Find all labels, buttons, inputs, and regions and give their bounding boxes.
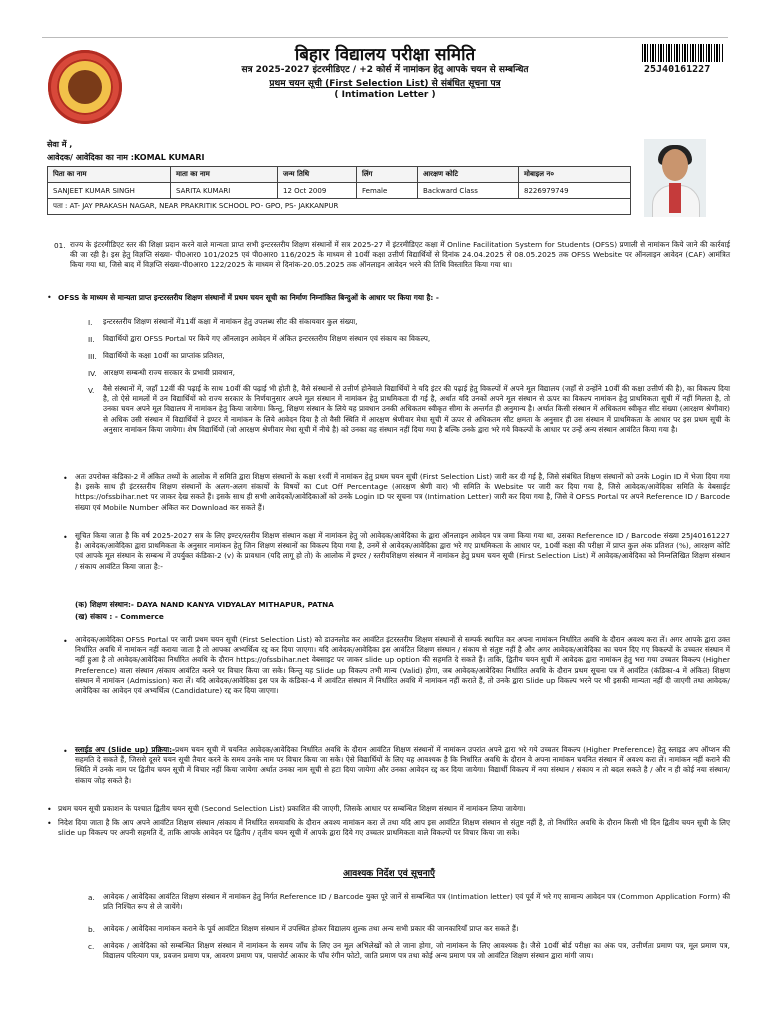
board-title: बिहार विद्यालय परीक्षा समिति — [294, 45, 476, 65]
applicant-info-table — [47, 166, 631, 215]
applicant-photo — [644, 139, 706, 217]
table-row — [48, 199, 631, 215]
table-header: जन्म तिथि — [278, 167, 357, 183]
barcode-icon — [642, 44, 724, 62]
roman-item: विद्यार्थियों द्वारा OFSS Portal पर किये गए ऑनलाइन आवेदन में अंकित इन्टरस्तरीय शिक्षण संस्थान एवं संकाय का विकल्प, — [103, 334, 431, 343]
para-05 — [75, 745, 730, 786]
faculty-name: - Commerce — [114, 612, 164, 621]
para-06: प्रथम चयन सूची प्रकाशन के पश्चात द्वितीय चयन सूची (Second Selection List) प्रकाशित की जाएगी, जिसके आधार पर सम्बन्धित शिक्षण संस्थान में नामांकन लिया जायेगा। — [58, 804, 526, 813]
slide-up-label: स्लाईड अप (Slide up) प्रक्रिया:- — [75, 745, 176, 754]
roman-number: II. — [88, 335, 95, 344]
table-row — [48, 183, 631, 199]
roman-number: III. — [88, 352, 97, 361]
para-03: सूचित किया जाता है कि वर्ष 2025-2027 सत्र के लिए इण्टर/स्तरीय शिक्षण संस्थान कक्षा में नामांकन हेतु जो आवेदक/आवेदिका के द्वारा ऑनलाइन आवेदन पत्र जमा किया गया था, उसका Reference ID / Barcode संख्या 25J40161227 है। आवेदक/आवेदिका द्वारा प्राथमिकता के अनुसार नामांकन हेतु जिन शिक्षण संस्थानों का विकल्प दिया गया है, उनमें से आवेदक/आवेदिका द्वारा भरे गए प्राथमिकता के आधार पर, 10वीं कक्षा की परीक्षा में प्राप्त कुल अंक प्रतिशत (%), आरक्षण कोटि एवं आपके मूल संस्थान के सम्बन्ध में उपर्युक्त कंडिका-2 (v) के प्रावधान (यदि लागू हो तो) के आलोक में इण्टर / स्तरीयशिक्षण संस्थान में नामांकन हेतु प्रथम चयन सूची (First Selection List) में आवेदक/आवेदिका को निम्नलिखित शिक्षण संस्थान / संकाय आवंटित किया जाता है:- — [75, 531, 730, 571]
allotted-institute — [75, 600, 730, 610]
roman-number: IV. — [88, 369, 97, 378]
para-07: निदेश दिया जाता है कि आप अपने आवंटित शिक्षण संस्थान /संकाय में निर्धारित समयावधि के दौरान अवश्य नामांकन करा लें तथा यदि आप इस आवंटित शिक्षण संस्थान से संतुष्ट नहीं है, तो निर्धारित अवधि के दौरान किसी भी दिन द्वितीय चयन सूची के लिए slide up विकल्प पर अपनी सहमति दें, ताकि आपके आवेदन पर द्वितीय / तृतीय चयन सूची में आपके द्वारा दिये गए उच्चतर प्राथमिकता वाले विकल्पों पर विचार किया जा सके। — [58, 818, 730, 838]
bullet-icon: • — [47, 293, 52, 302]
institute-label: (क) शिक्षण संस्थान:- — [75, 600, 134, 609]
para-number: 01. — [54, 241, 66, 250]
bullet-icon: • — [63, 474, 68, 483]
header-line-2: प्रथम चयन सूची (First Selection List) से संबंधित सूचना पत्र — [269, 79, 501, 89]
roman-number: I. — [88, 318, 93, 327]
para-02: अतः उपरोक्त कंडिका-2 में अंकित तथ्यों के आलोक में समिति द्वारा शिक्षण संस्थानों के कक्षा ११वीं में नामांकन हेतु प्रथम चयन सूची (First Selection List) जारी कर दी गई है, जिसे संबंधित शिक्षण संस्थानों को उनके Login ID में भेजा दिया गया है। इसके साथ ही इंटरस्तरीय शिक्षण संस्थानों के अलग-अलग संकायों के विषयों का Cut Off Percentage (आरक्षण श्रेणी वार) भी समिति के Website पर जारी कर दिया गया है, जिसे आवेदक/आवेदिका समिति के वेबसाईट https://ofssbihar.net पर जाकर देख सकते हैं। इसके साथ ही सभी आवेदकों/आवेदिकाओं को उनके Login ID पर सूचना पत्र (Intimation Letter) जारी कर दिया गया है, जिसे वे OFSS Portal पर अपने Reference ID / Barcode संख्या एवं Mobile Number अंकित कर Download कर सकते हैं। — [75, 472, 730, 512]
table-header-row — [48, 167, 631, 183]
table-cell: SANJEET KUMAR SINGH — [48, 183, 171, 199]
roman-number: V. — [88, 386, 95, 395]
barcode-number: 25J40161227 — [644, 64, 711, 75]
para-01: राज्य के इंटरमीडिएट स्तर की शिक्षा प्रदान करने वाले मान्यता प्राप्त सभी इन्टरस्तरीय शिक्षण संस्थानों में सत्र 2025-27 में इंटरमीडिएट कक्षा में Online Facilitation System for Students (OFSS) प्रणाली से नामांकन किये जाने की कार्रवाई की जा रही है। इस हेतु विज्ञप्ति संख्या- पी0आर0 101/2025 एवं पी0आर0 116/2025 के माध्यम से 10वीं कक्षा उत्तीर्ण विद्यार्थियों से दिनांक 24.04.2025 से 08.05.2025 तक OFSS Website पर ऑनलाइन आवेदन (CAF) आमंत्रित किया गया था, जिसे बाद में विज्ञप्ति संख्या-पी0आर0 122/2025 के माध्यम से दिनांक-20.05.2025 तक ऑनलाइन आवेदन भरने की तिथि विस्तारित किया गया था। — [70, 240, 730, 270]
bullet-icon: • — [47, 819, 52, 828]
roman-item: विद्यार्थियों के कक्षा 10वीं का प्राप्तांक प्रतिशत, — [103, 351, 225, 360]
bullet-icon: • — [63, 747, 68, 756]
table-header: माता का नाम — [171, 167, 278, 183]
table-cell: SARITA KUMARI — [171, 183, 278, 199]
roman-item: इन्टरस्तरीय शिक्षण संस्थानों में11वीं कक्षा में नामांकन हेतु उपलब्ध सीट की संकायवार कुल संख्या, — [103, 317, 358, 326]
header-line-3: ( Intimation Letter ) — [334, 90, 436, 100]
alpha-item: आवेदक / आवेदिका आवंटित शिक्षण संस्थान में नामांकन हेतु निर्गत Reference ID / Barcode युक्त पूरे जानें से सम्बन्धित पत्र (Intimation letter) एवं पूर्व में भरे गए सामान्य आवेदन पत्र (Common Application Form) की प्रति निश्चित रूप से ले जायेंगे। — [103, 892, 730, 912]
bullet-icon: • — [63, 637, 68, 646]
roman-item: आरक्षण सम्बन्धी राज्य सरकार के प्रभावी प्रावधान, — [103, 368, 235, 377]
bullet-icon: • — [47, 805, 52, 814]
table-header: लिंग — [357, 167, 418, 183]
ofss-intro: OFSS के माध्यम से मान्यता प्राप्त इन्टरस्तरीय शिक्षण संस्थानों में प्रथम चयन सूची का निर्माण निम्नांकित बिन्दुओं के आधार पर किया गया है: - — [58, 293, 439, 302]
table-cell: Female — [357, 183, 418, 199]
allotted-faculty — [75, 612, 730, 622]
header-line-1: सत्र 2025-2027 इंटरमीडिएट / +2 कोर्स में नामांकन हेतु आपके चयन से सम्बन्धित — [241, 65, 529, 75]
top-rule — [42, 37, 728, 38]
address-cell: पता : AT- JAY PRAKASH NAGAR, NEAR PRAKRITIK SCHOOL PO- GPO, PS- JAKKANPUR — [48, 199, 631, 215]
table-header: मोबाइल न० — [519, 167, 631, 183]
alpha-number: b. — [88, 925, 95, 934]
faculty-label: (ख) संकाय : — [75, 612, 113, 621]
section-title: आवश्यक निर्देश एवं सूचनाएँ — [343, 869, 435, 879]
table-header: आरक्षण कोटि — [418, 167, 519, 183]
bseb-logo-icon — [48, 50, 122, 124]
alpha-number: c. — [88, 942, 95, 951]
salutation: सेवा में , — [47, 140, 73, 149]
roman-item: वैसे संस्थानों में, जहाँ 12वीं की पढ़ाई के साथ 10वीं की पढ़ाई भी होती है, वैसे संस्थानों से उत्तीर्ण होनेवाले विद्यार्थियों ने यदि इंटर की पढ़ाई हेतु विकल्पों में अपने मूल विद्यालय (जहाँ से उन्होंने 10वीं की कक्षा उत्तीर्ण की है), का विकल्प दिया है, तो ऐसे मामलों में उन विद्यार्थियों को राज्य सरकार के निर्णयानुसार अपने मूल संस्थान में नामांकन हेतु प्राथमिकता दी गई है, अर्थात यदि उनकों अपने मूल संस्थान से ऊपर का विकल्प नामांकन हेतु प्राथमिकता सूची में नहीं मिलता है, तो उनका चयन अपने मूल विद्यालय में नामांकन हेतु किया जायेगा। किन्तु, शिक्षण संस्थान के लिये यह प्रावधान उनकी अधिकतम स्वीकृत सीमा के अन्तर्गत ही अनुमान्य है। अर्थात किसी संस्थान में अधिकतम स्वीकृत सीट संख्या (आरक्षण श्रेणीवार) से अधिक उसी संस्थान में विद्यार्थियों ने इण्टर में नामांकन के लिये आवेदन दिया है तो वैसी स्थिति में आरक्षण श्रेणीवार मेधा सूची में ऊपर से अधिकतम सीट क्षमता के अनुसार ही उस संस्थान में प्राथमिकता के आधार पर इस प्रथम सूची के अनुसार नामांकन किया जायेगा। शेष विद्यार्थियों (जो आरक्षण श्रेणीवार मेधा सूची में नीचे है) को उनका वह संस्थान नहीं दिया गया है बल्कि उनके द्वारा भरे गये विकल्पों के आधार पर उन्हें अन्य संस्थान आवंटित किया गया है। — [103, 384, 730, 434]
bullet-icon: • — [63, 533, 68, 542]
applicant-name: आवेदक/ आवेदिका का नाम :KOMAL KUMARI — [47, 153, 205, 162]
alpha-item: आवेदक / आवेदिका को सम्बन्धित शिक्षण संस्थान में नामांकन के समय जाँच के लिए उन मूल अभिलेखों को ले जाना होगा, जो नामांकन के लिए आवश्यक है। जैसे 10वीं बोर्ड परीक्षा का अंक पत्र, उत्तीर्णता प्रमाण पत्र, मूल प्रमाण पत्र, विद्यालय परित्याग पत्र, प्रवजन प्रमाण पत्र, आवरण प्रमाण पत्र, पासपोर्ट आकार के पाँच रंगीन फोटो, जाति प्रमाण पत्र तथा कोई अन्य प्रमाण पत्र जो आवंटित शिक्षण संस्थान द्वारा मांगी जाय। — [103, 941, 730, 961]
table-header: पिता का नाम — [48, 167, 171, 183]
slide-up-text: प्रथम चयन सूची में चयनित आवेदक/आवेदिका निर्धारित अवधि के दौरान आवंटित शिक्षण संस्थानों में नामांकन उपरांत अपने द्वारा भरे गये उच्चतर विकल्प (Higher Preference) हेतु स्लाइड अप ऑप्शन की सहमति दे सकते हैं, जिससे दूसरे चयन सूची तैयार करने के समय उनके नाम पर विचार किया जा सके। ऐसे विद्यार्थियों के लिए यह आवश्यक है कि निर्धारित अवधि के दौरान वे अपना नामांकन चयनित संस्थान में अवश्य करा लें। नामांकन नहीं कराने की स्थिति में उनके नाम पर द्वितीय चयन सूची में विचार नहीं किया जायेगा अर्थात उनका नाम सूची से हटा दिया जायेगा और उनका आवेदन रद्द कर दिया जायेगा। विद्यार्थी विकल्प में नया संस्थान / संकाय न तो बदल सकते है / और न ही कोई नया संस्थान/संकाय जोड़ सकते है। — [75, 745, 730, 785]
table-cell: 12 Oct 2009 — [278, 183, 357, 199]
alpha-item: आवेदक / आवेदिका नामांकन कराने के पूर्व आवंटित शिक्षण संस्थान में उपस्थित होकर विद्यालय शुल्क तथा अन्य सभी प्रकार की जानकारियाँ प्राप्त कर सकते हैं। — [103, 924, 519, 933]
table-cell: 8226979749 — [519, 183, 631, 199]
table-cell: Backward Class — [418, 183, 519, 199]
institute-name: DAYA NAND KANYA VIDYALAY MITHAPUR, PATNA — [136, 600, 334, 609]
alpha-number: a. — [88, 893, 95, 902]
para-04: आवेदक/आवेदिका OFSS Portal पर जारी प्रथम चयन सूची (First Selection List) को डाउनलोड कर आवंटित इंटरस्तरीय शिक्षण संस्थानों से सम्पर्क स्थापित कर अपना नामांकन निर्धारित अवधि के दौरान अवश्य करा लें। अगर आपके द्वारा उक्त निर्धारित अवधि में नामांकन नहीं कराया जाता है तो आपका अभ्यर्थित्व रद्द कर दिया जाएगा। यदि आवेदक/आवेदिका इस आवंटित शिक्षण संस्थान / संकाय से संतुष्ट नहीं है और अगर आवेदक/आवेदिका का चयन दिए गए विकल्पों के उच्चतर संस्थान में नहीं हुआ है तो आवेदक/आवेदिका निर्धारित अवधि के दौरान https://ofssbihar.net वेबसाइट पर जाकर slide up option की सहमति दे सकते हैं। ताकि, द्वितीय चयन सूची में आवेदक द्वारा नामांकन हेतु भरा गया उच्चतर विकल्प (Higher Preference) वाला संस्थान /संकाय आवंटित करने पर विचार किया जा सके। किन्तु यह Slide up विकल्प तभी मान्य (Valid) होगा, जब आवेदक/आवेदिका निर्धारित अवधि के दौरान प्रथम सूचना पत्र में आवंटित (कंडिका-4 में अंकित) शिक्षण संस्थान में नामांकन (Admission) करा लें। यदि आवेदक/आवेदिका इस पत्र के कंडिका-4 में आवंटित संस्थान में निर्धारित अवधि में नामांकन नहीं कराते हैं, तो उनके द्वारा Slide up विकल्प भरने पर भी इसकी मान्यता नहीं दी जाएगी तथा आवेदक/आवेदिका का आवेदन एवं अभ्यर्थित्व (Candidature) रद्द कर दिया जाएगा। — [75, 635, 730, 696]
